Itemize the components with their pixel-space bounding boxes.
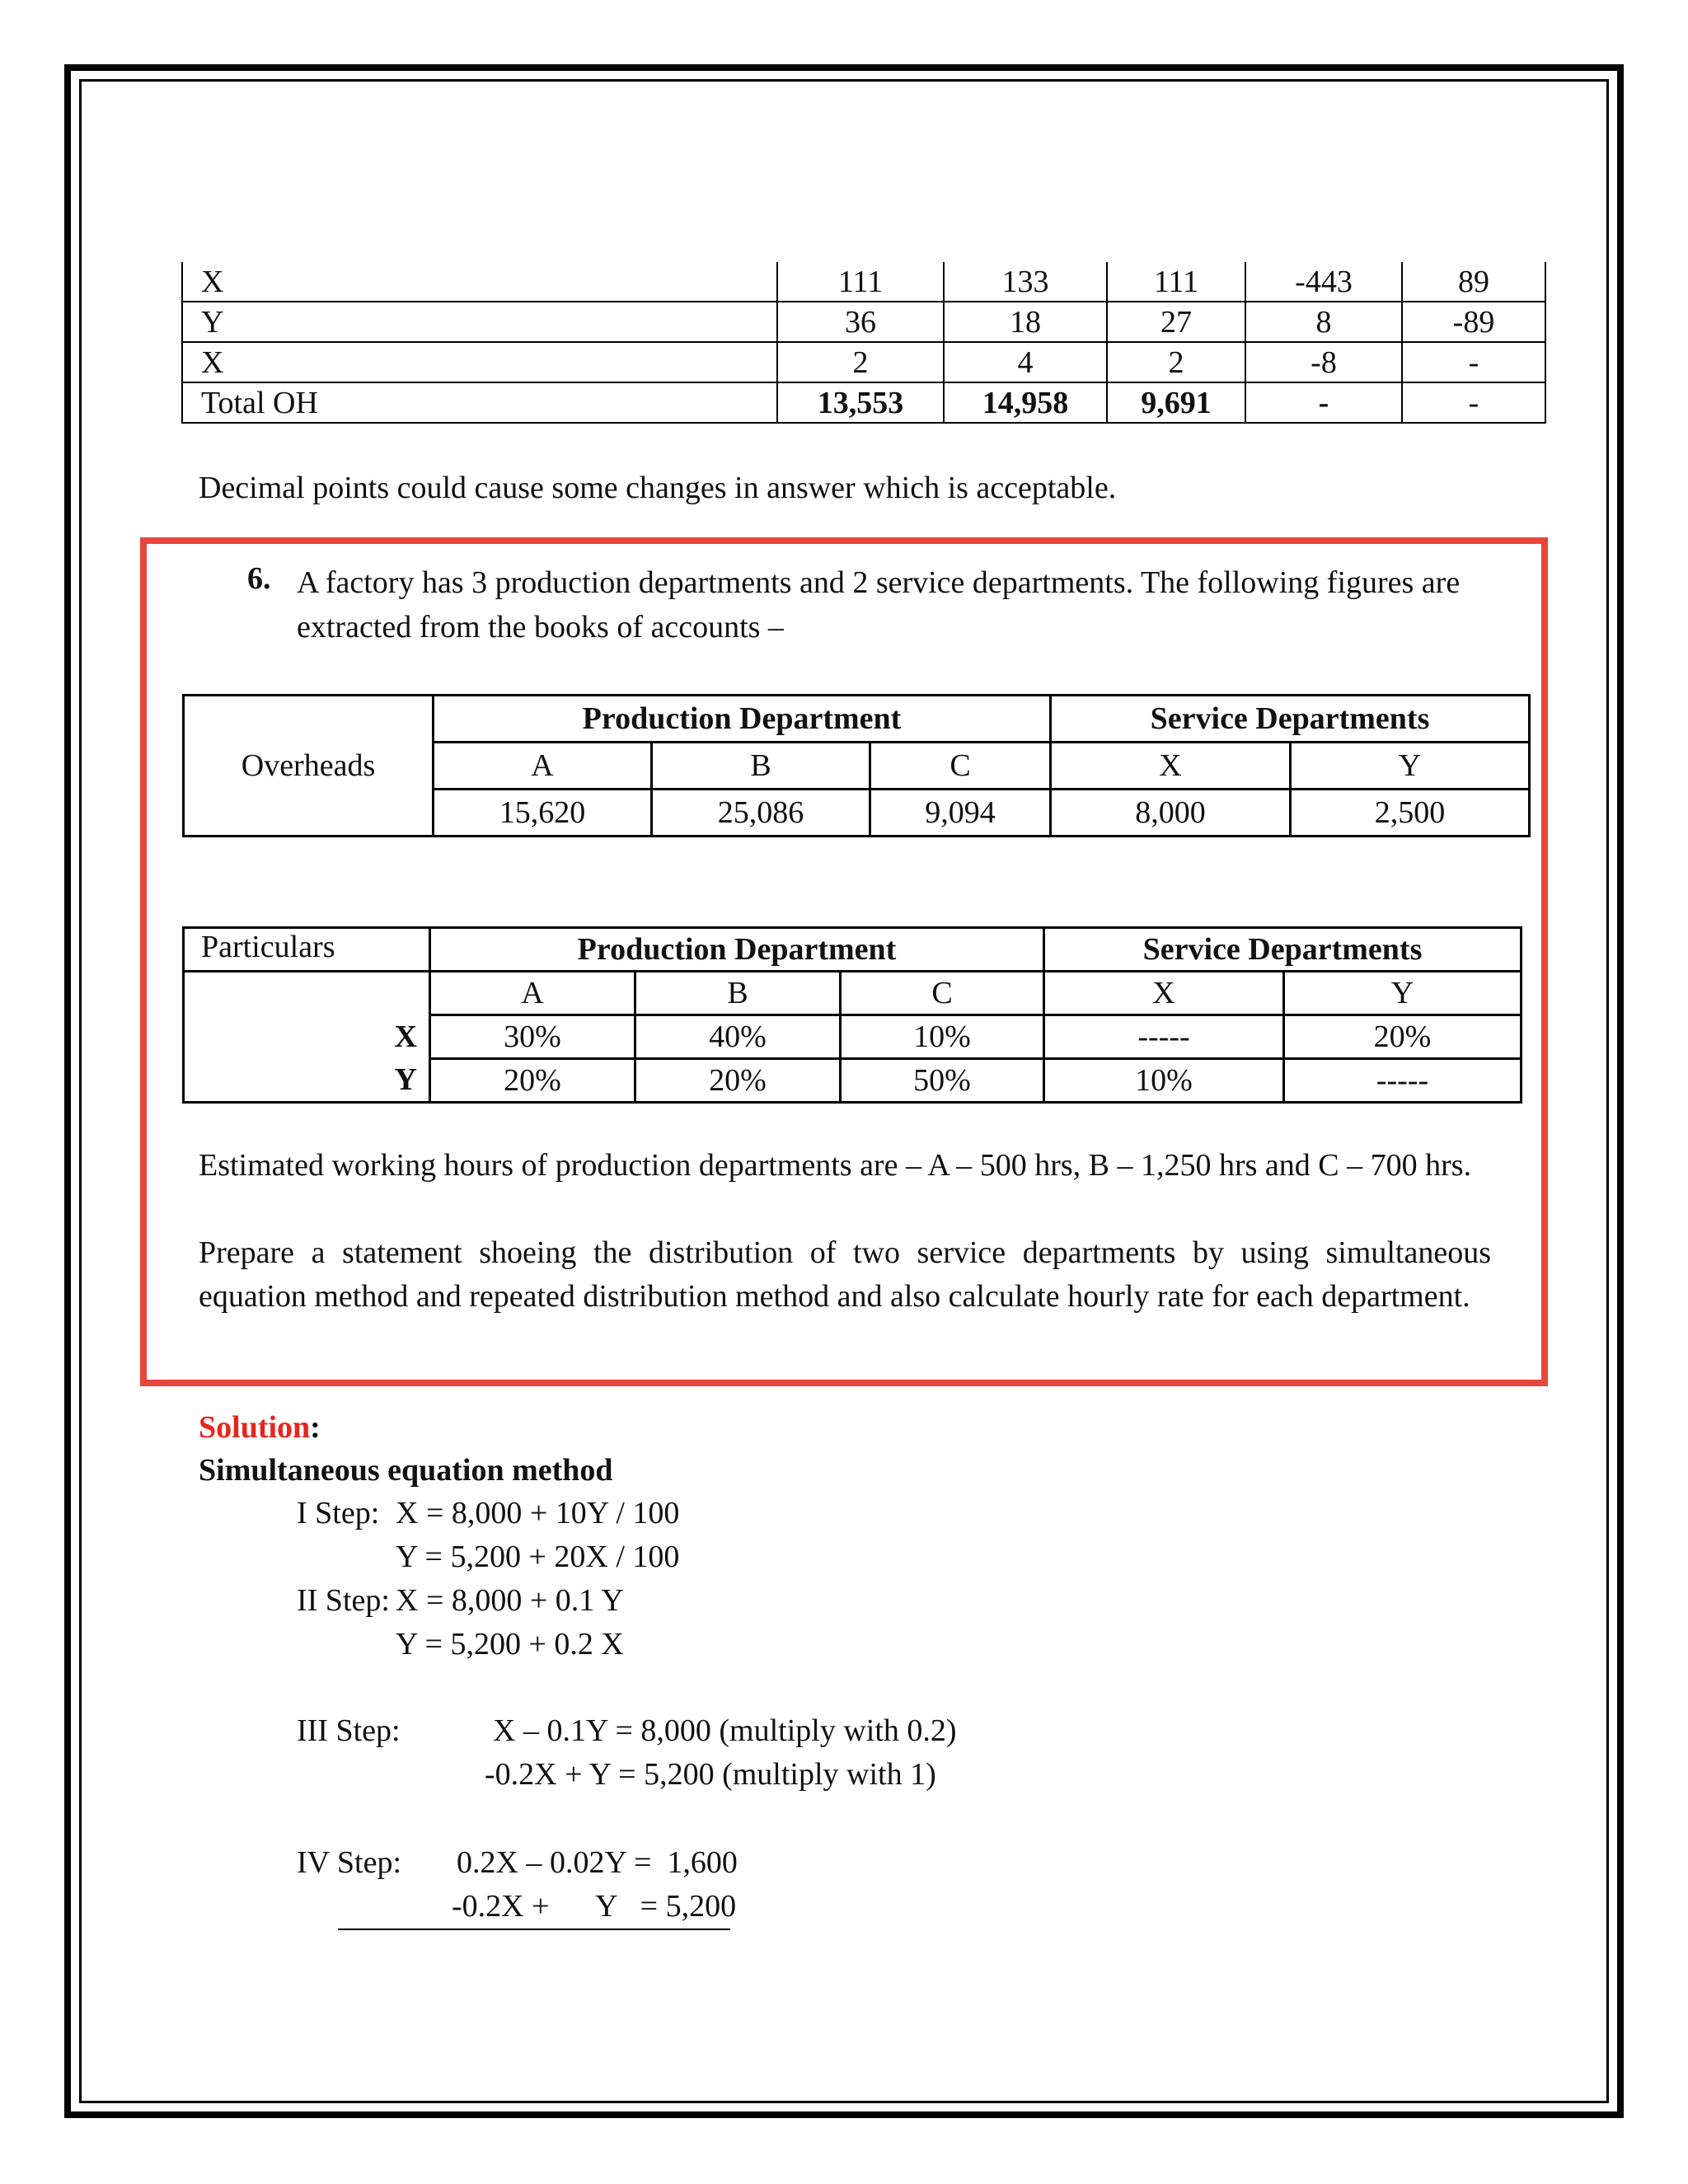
row-label: Y (182, 302, 777, 342)
equation: -0.2X + Y = 5,200 (multiply with 1) (485, 1757, 936, 1792)
estimated-hours-text: Estimated working hours of production departments are – A – 500 hrs, B – 1,250 hrs and C – 700 hrs. (199, 1148, 1472, 1183)
step-label: II Step: (297, 1583, 390, 1618)
column-header: X (1051, 743, 1291, 790)
equation: -0.2X + Y = 5,200 (452, 1889, 737, 1924)
instruction-text: Prepare a statement shoeing the distribution of two service departments by using simultaneous equation method and repeated distribution method and also calculate hourly rate for each department. (199, 1235, 1491, 1314)
equation: X = 8,000 + 10Y / 100 (396, 1496, 680, 1530)
overheads-label: Overheads (184, 696, 434, 837)
table-cell: 4 (944, 342, 1107, 382)
table-row (184, 928, 1522, 972)
step-label: III Step: (297, 1713, 401, 1748)
column-header: A (434, 743, 652, 790)
solution-heading (199, 1409, 321, 1446)
production-header: Production Department (430, 928, 1044, 972)
solution-colon: : (310, 1410, 321, 1445)
overheads-table (182, 694, 1531, 837)
table-row (182, 342, 1545, 382)
table-cell: 111 (1107, 262, 1245, 302)
table-cell: 25,086 (652, 790, 870, 837)
empty-cell (184, 972, 430, 1015)
table-cell: -89 (1402, 302, 1545, 342)
table-cell: - (1402, 342, 1545, 382)
row-label: X (182, 342, 777, 382)
table-cell: 20% (430, 1059, 635, 1103)
column-header: B (652, 743, 870, 790)
total-cell: 14,958 (944, 382, 1107, 423)
equation: X – 0.1Y = 8,000 (multiply with 0.2) (493, 1713, 957, 1748)
table-cell: ----- (1044, 1015, 1284, 1059)
table-cell: ----- (1284, 1059, 1522, 1103)
table-row (182, 262, 1545, 302)
column-header: X (1044, 972, 1284, 1015)
table-cell: 27 (1107, 302, 1245, 342)
row-label: X (184, 1015, 430, 1059)
method-title: Simultaneous equation method (199, 1453, 613, 1488)
table-cell: 40% (635, 1015, 841, 1059)
table-row (184, 972, 1522, 1015)
table-cell: 2 (1107, 342, 1245, 382)
table-row (182, 302, 1545, 342)
table-cell: 15,620 (434, 790, 652, 837)
table-cell: 36 (777, 302, 944, 342)
row-label: X (182, 262, 777, 302)
row-label: Y (184, 1059, 430, 1103)
solution-word: Solution (199, 1410, 311, 1445)
table-cell: 8 (1245, 302, 1402, 342)
table-row-total (182, 382, 1545, 423)
table-cell: 10% (1044, 1059, 1284, 1103)
row-label: Total OH (182, 382, 777, 423)
step-label: I Step: (297, 1496, 380, 1530)
total-cell: - (1245, 382, 1402, 423)
column-header: Y (1284, 972, 1522, 1015)
equation: X = 8,000 + 0.1 Y (396, 1583, 624, 1618)
table-cell: 133 (944, 262, 1107, 302)
equation: 0.2X – 0.02Y = 1,600 (457, 1845, 738, 1880)
total-cell: 13,553 (777, 382, 944, 423)
column-header: C (841, 972, 1044, 1015)
table-row (184, 1059, 1522, 1103)
column-header: Y (1291, 743, 1530, 790)
service-apportionment-table (182, 926, 1522, 1104)
column-header: A (430, 972, 635, 1015)
table-cell: 20% (635, 1059, 841, 1103)
column-header: C (870, 743, 1051, 790)
note-text: Decimal points could cause some changes in answer which is acceptable. (199, 471, 1117, 505)
table-cell: 30% (430, 1015, 635, 1059)
table-cell: 50% (841, 1059, 1044, 1103)
service-header: Service Departments (1044, 928, 1522, 972)
carried-over-distribution-table (181, 262, 1546, 424)
table-cell: 9,094 (870, 790, 1051, 837)
question-number: 6. (247, 561, 271, 596)
table-cell: 10% (841, 1015, 1044, 1059)
service-header: Service Departments (1051, 696, 1530, 743)
table-cell: 8,000 (1051, 790, 1291, 837)
column-header: B (635, 972, 841, 1015)
sum-underline (338, 1929, 730, 1930)
table-row (184, 1015, 1522, 1059)
particulars-label: Particulars (184, 928, 430, 972)
total-cell: 9,691 (1107, 382, 1245, 423)
table-cell: 2 (777, 342, 944, 382)
step-label: IV Step: (297, 1845, 402, 1880)
table-cell: 18 (944, 302, 1107, 342)
table-cell: -8 (1245, 342, 1402, 382)
equation: Y = 5,200 + 0.2 X (396, 1627, 624, 1661)
production-header: Production Department (434, 696, 1051, 743)
equation: Y = 5,200 + 20X / 100 (396, 1540, 680, 1574)
table-cell: 111 (777, 262, 944, 302)
table-cell: -443 (1245, 262, 1402, 302)
question-text: A factory has 3 production departments and 2 service departments. The following figures are extracted from the books of accounts – (297, 565, 1461, 644)
table-row (184, 696, 1530, 743)
table-cell: 20% (1284, 1015, 1522, 1059)
table-cell: 2,500 (1291, 790, 1530, 837)
table-cell: 89 (1402, 262, 1545, 302)
total-cell: - (1402, 382, 1545, 423)
